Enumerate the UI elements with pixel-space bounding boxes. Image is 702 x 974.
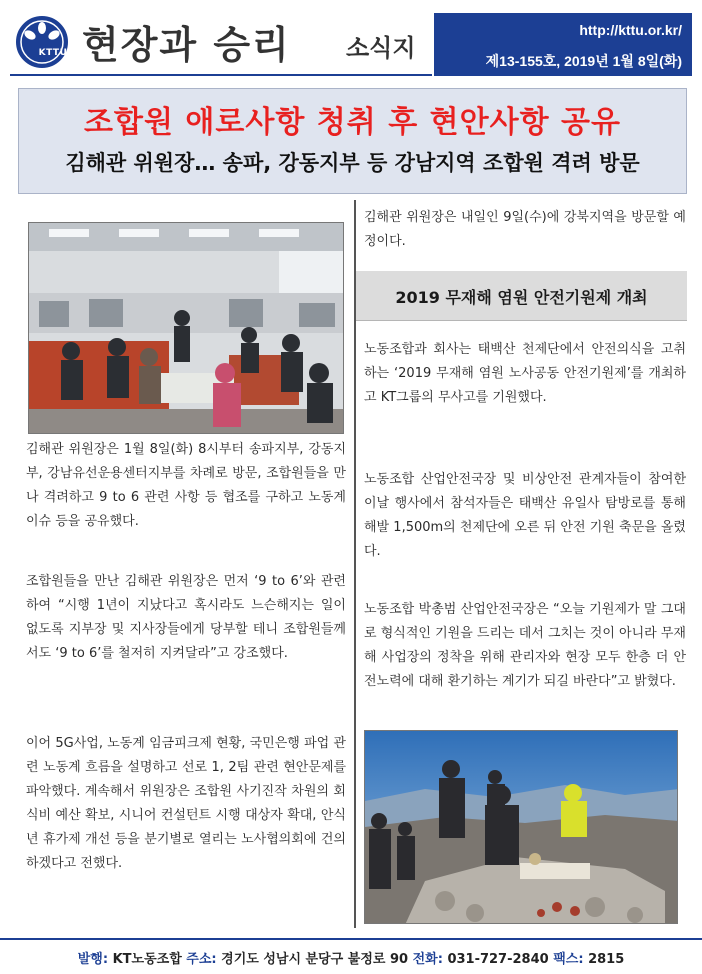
publisher-label: 발행: <box>77 952 109 967</box>
newsletter-subtitle: 소식지 <box>346 33 416 62</box>
right-intro-paragraph: 김해관 위원장은 내일인 9일(수)에 강북지역을 방문할 예정이다. <box>364 210 686 249</box>
phone-label: 전화: <box>412 952 443 967</box>
title-underline <box>10 74 432 76</box>
ceremony-photo <box>364 730 678 924</box>
fax-label: 팩스: <box>553 952 584 967</box>
phone-value: 031-727-2840 <box>447 952 549 967</box>
section-title: 2019 무재해 염원 안전기원제 개최 <box>395 288 648 307</box>
footer-contact-line <box>0 948 702 967</box>
newsletter-title: 현장과 승리 <box>82 22 291 67</box>
headline-subtitle: 김해관 위원장… 송파, 강동지부 등 강남지역 조합원 격려 방문 <box>65 151 640 175</box>
logo-flower-icon <box>19 19 65 65</box>
left-paragraph-3: 이어 5G사업, 노동계 임금피크제 현황, 국민은행 파업 관련 노동계 흐름을 설명하고 선로 1, 2팀 관련 현안문제를 파악했다. 계속해서 위원장은 조합원 사기진작 차원의 회식비 예산 확보, 시니어 컨설턴트 시행 대상자 확대, 안식년 휴가제 개선 등을 분기별로 열리는 노사협의회에 건의하겠다고 전했다. <box>26 736 346 871</box>
fax-value: 2815 <box>588 952 625 967</box>
headline-box <box>18 88 687 194</box>
headline-title: 조합원 애로사항 청취 후 현안사항 공유 <box>84 105 621 140</box>
right-paragraph-3: 노동조합 박총범 산업안전국장은 “오늘 기원제가 말 그대로 형식적인 기원을 드리는 데서 그치는 것이 아니라 무재해 사업장의 정착을 위해 관리자와 현장 모두 한층 더 안전노력에 대해 환기하는 계기가 되길 바란다”고 밝혔다. <box>364 602 686 689</box>
right-paragraph-1: 노동조합과 회사는 태백산 천제단에서 안전의식을 고취하는 ‘2019 무재해 염원 노사공동 안전기원제’를 개최하고 KT그룹의 무사고를 기원했다. <box>364 342 686 405</box>
footer <box>0 938 702 974</box>
section-header <box>356 271 687 321</box>
logo-text: KTTU <box>38 48 68 58</box>
meeting-photo <box>28 222 344 434</box>
issue-number: 제13-155호, 2019년 1월 8일(화) <box>485 53 682 69</box>
kttu-logo <box>16 16 68 68</box>
site-url-link[interactable]: http://kttu.or.kr/ <box>579 22 682 38</box>
left-paragraph-1: 김해관 위원장은 1월 8일(화) 8시부터 송파지부, 강동지부, 강남유선운용센터지부를 차례로 방문, 조합원들을 만나 격려하고 9 to 6 관련 사항 등 협조를 구하고 노동계 이슈 등을 공유했다. <box>26 442 346 529</box>
masthead <box>10 8 692 76</box>
address-value: 경기도 성남시 분당구 불정로 90 <box>221 952 409 967</box>
right-paragraph-2: 노동조합 산업안전국장 및 비상안전 관계자들이 참여한 이날 행사에서 참석자들은 태백산 유일사 탐방로를 통해 해발 1,500m의 천제단에 오른 뒤 안전 기원 축문을 올렸다. <box>364 472 686 559</box>
issue-info-box <box>434 13 692 76</box>
left-paragraph-2: 조합원들을 만난 김해관 위원장은 먼저 ‘9 to 6’와 관련하여 “시행 1년이 지났다고 혹시라도 느슨해지는 일이 없도록 지부장 및 지사장들에게 당부할 테니 조합원들께서도 ‘9 to 6’를 철저히 지켜달라”고 강조했다. <box>26 574 346 661</box>
publisher-value: KT노동조합 <box>112 952 182 967</box>
address-label: 주소: <box>186 952 217 967</box>
